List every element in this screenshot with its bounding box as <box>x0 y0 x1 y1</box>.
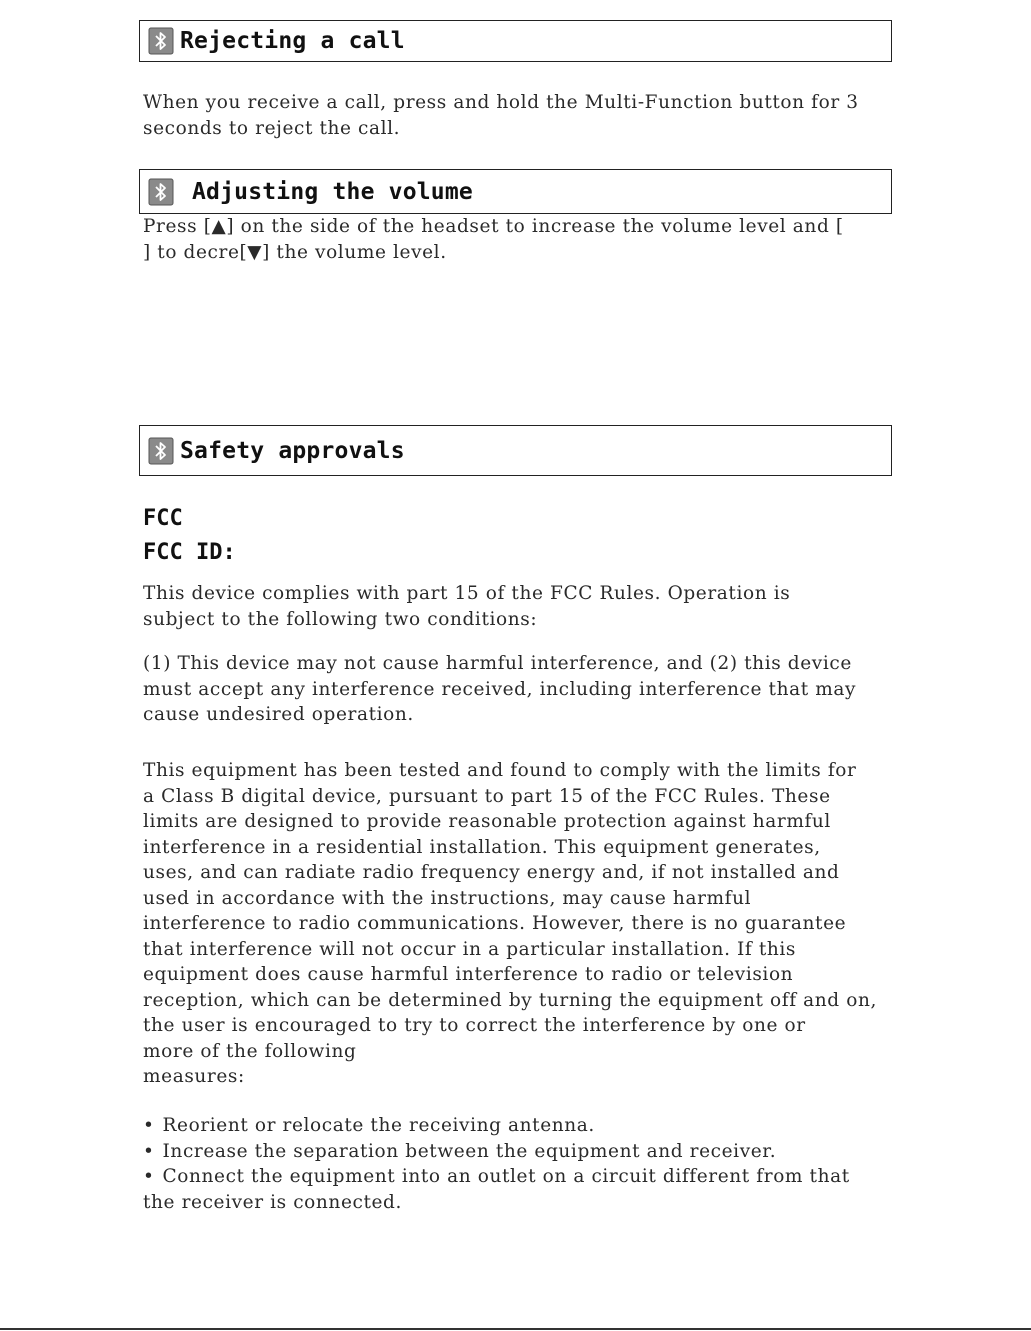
safety-para-2: (1) This device may not cause harmful interference, and (2) this device must accept any interference received, including interference that may cause undesired operation. <box>143 653 857 725</box>
list-item-text: Connect the equipment into an outlet on a circuit different from that the receiver is connected. <box>143 1166 850 1213</box>
rejecting-body: When you receive a call, press and hold the Multi-Function button for 3 seconds to reject the call. <box>143 92 859 139</box>
heading-title: Safety approvals <box>180 437 405 464</box>
bullet-symbol: • <box>143 1140 155 1162</box>
measures-list <box>143 1113 895 1215</box>
list-item <box>143 1113 895 1139</box>
page-bottom-rule <box>0 1328 1031 1330</box>
safety-para-3: This equipment has been tested and found to comply with the limits for a Class B digital device, pursuant to part 15 of the FCC Rules. These limits are designed to provide reasonable protection against harmful interference in a residential installation. This equipment generates, uses, and can radiate radio frequency energy and, if not installed and used in accordance with the instructions, may cause harmful interference to radio communications. However, there is no guarantee that interference will not occur in a particular installation. If this equipment does cause harmful interference to radio or television reception, which can be determined by turning the equipment off and on, the user is encouraged to try to correct the interference by one or more of the following measures: <box>143 760 877 1087</box>
fcc-label: FCC <box>143 506 183 531</box>
list-item-text: Reorient or relocate the receiving antenna. <box>162 1115 595 1136</box>
section-heading-rejecting <box>139 20 892 62</box>
section-heading-safety <box>139 425 892 476</box>
fcc-id-label: FCC ID: <box>143 540 236 565</box>
adjusting-body: Press [▲] on the side of the headset to increase the volume level and [ ] to decre[▼] the volume level. <box>143 216 844 263</box>
safety-para-1: This device complies with part 15 of the FCC Rules. Operation is subject to the following two conditions: <box>143 583 791 630</box>
bullet-symbol: • <box>143 1115 155 1136</box>
list-item <box>143 1164 895 1215</box>
heading-title: Adjusting the volume <box>192 178 473 205</box>
section-heading-adjusting <box>139 169 892 214</box>
list-item-text: Increase the separation between the equipment and receiver. <box>162 1140 777 1162</box>
bluetooth-icon <box>148 437 174 465</box>
bluetooth-icon <box>148 27 174 55</box>
bullet-symbol: • <box>143 1166 155 1187</box>
list-item <box>143 1139 895 1165</box>
heading-title: Rejecting a call <box>180 28 405 54</box>
bluetooth-icon <box>148 178 174 206</box>
